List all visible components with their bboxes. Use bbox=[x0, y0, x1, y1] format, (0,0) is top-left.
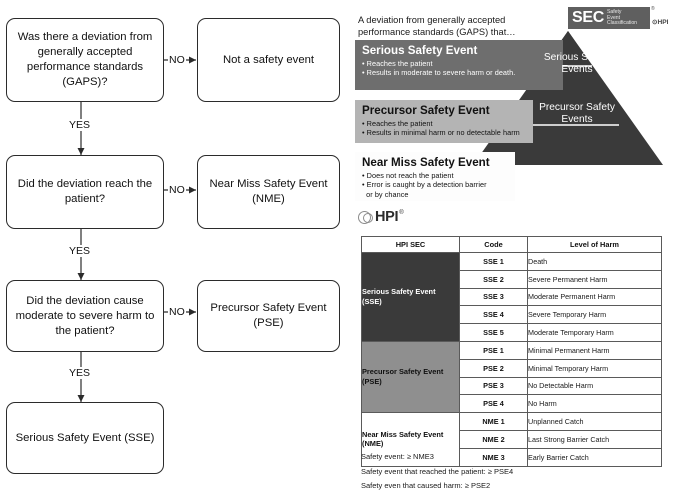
edge-label-no-1: NO bbox=[169, 54, 185, 66]
table-row bbox=[362, 341, 662, 359]
table-cell-code: SSE 4 bbox=[460, 306, 528, 324]
info-bar-bullet: • Results in moderate to severe harm or death. bbox=[362, 68, 516, 78]
pyramid-tier-label-pse: Precursor Safety Events bbox=[539, 102, 615, 125]
table-cell-code: NME 1 bbox=[460, 413, 528, 431]
flow-node-near-miss-safety-event[interactable] bbox=[197, 155, 340, 229]
flow-node-text: Did the deviation cause moderate to severe harm to the patient? bbox=[15, 294, 155, 337]
table-row bbox=[362, 253, 662, 271]
table-group-cell-sse bbox=[362, 253, 460, 342]
table-cell-code: SSE 2 bbox=[460, 270, 528, 288]
table-cell-code: SSE 3 bbox=[460, 288, 528, 306]
table-header-level-of-harm: Level of Harm bbox=[528, 237, 662, 253]
flow-node-precursor-safety-event[interactable] bbox=[197, 280, 340, 352]
note-reached-patient: Safety event that reached the patient: ≥ PSE4 bbox=[361, 466, 514, 476]
info-bar-bullet: • Reaches the patient bbox=[362, 119, 433, 128]
table-header-hpi-sec: HPI SEC bbox=[362, 237, 460, 253]
edge-label-yes-1: YES bbox=[69, 119, 91, 131]
sec-logo-wordmark: SEC bbox=[572, 9, 604, 26]
threshold-notes bbox=[361, 450, 681, 494]
note-caused-harm: Safety even that caused harm: ≥ PSE2 bbox=[361, 481, 491, 490]
table-cell-harm: Moderate Temporary Harm bbox=[528, 324, 662, 342]
info-bar-bullet: or by chance bbox=[362, 189, 409, 199]
flow-node-text: Not a safety event bbox=[222, 53, 315, 66]
hpi-rings-icon bbox=[358, 211, 371, 224]
hpi-mark-small: ⊙HPI bbox=[652, 19, 669, 26]
flow-node-serious-safety-event[interactable] bbox=[6, 402, 164, 474]
table-row bbox=[362, 413, 662, 431]
reference-panel bbox=[355, 0, 685, 492]
group-name-line2: (NME) bbox=[362, 439, 384, 449]
info-bar-title: Serious Safety Event bbox=[362, 44, 478, 57]
group-name-line2: (PSE) bbox=[362, 377, 382, 387]
gaps-caption: A deviation from generally accepted performance standards (GAPS) that… bbox=[358, 15, 516, 37]
info-bar-bullet: • Does not reach the patient bbox=[362, 171, 454, 180]
edge-label-yes-3: YES bbox=[69, 367, 91, 379]
info-bar-bullet: • Error is caught by a detection barrier bbox=[362, 180, 487, 190]
flow-node-text: Precursor Safety Event (PSE) bbox=[210, 302, 327, 329]
table-cell-code: NME 3 bbox=[460, 448, 528, 466]
flow-node-text: Near Miss Safety Event (NME) bbox=[209, 178, 328, 205]
table-cell-code: NME 2 bbox=[460, 430, 528, 448]
table-cell-harm: Early Barrier Catch bbox=[528, 448, 662, 466]
table-cell-code: PSE 1 bbox=[460, 341, 528, 359]
info-bar-bullet: • Results in minimal harm or no detectable harm bbox=[362, 128, 520, 138]
group-name-line1: Precursor Safety Event bbox=[362, 367, 444, 377]
sec-logo bbox=[568, 7, 650, 29]
table-header-code: Code bbox=[460, 237, 528, 253]
table-cell-code: PSE 4 bbox=[460, 395, 528, 413]
edge-label-no-2: NO bbox=[169, 184, 185, 196]
flow-node-question-gaps[interactable] bbox=[6, 18, 164, 102]
table-cell-code: PSE 3 bbox=[460, 377, 528, 395]
table-cell-code: PSE 2 bbox=[460, 359, 528, 377]
table-header-row bbox=[362, 237, 662, 253]
table-cell-harm: Severe Temporary Harm bbox=[528, 306, 662, 324]
info-bar-bullet: • Reaches the patient bbox=[362, 59, 433, 68]
info-bar-title: Precursor Safety Event bbox=[362, 104, 490, 117]
table-group-cell-pse bbox=[362, 341, 460, 412]
group-name-line1: Serious Safety Event bbox=[362, 287, 436, 297]
group-name-line2: (SSE) bbox=[362, 296, 382, 306]
hpi-logo bbox=[358, 209, 404, 225]
table-cell-harm: Minimal Permanent Harm bbox=[528, 341, 662, 359]
sec-tagline-line2: Event bbox=[607, 14, 621, 21]
table-cell-harm: Minimal Temporary Harm bbox=[528, 359, 662, 377]
table-cell-harm: No Detectable Harm bbox=[528, 377, 662, 395]
info-bar-precursor-safety-event bbox=[355, 100, 533, 143]
registered-trademark-icon: ® bbox=[651, 6, 655, 12]
flow-node-text: Serious Safety Event (SSE) bbox=[15, 431, 155, 444]
flow-node-not-a-safety-event[interactable] bbox=[197, 18, 340, 102]
info-bar-title: Near Miss Safety Event bbox=[362, 156, 490, 169]
table-cell-harm: Death bbox=[528, 253, 662, 271]
table-cell-harm: Unplanned Catch bbox=[528, 413, 662, 431]
flow-node-question-moderate-severe-harm[interactable] bbox=[6, 280, 164, 352]
flow-node-question-reach-patient[interactable] bbox=[6, 155, 164, 229]
sec-logo-tagline bbox=[607, 10, 637, 27]
info-bar-near-miss-safety-event bbox=[355, 152, 515, 201]
table-cell-harm: Moderate Permanent Harm bbox=[528, 288, 662, 306]
flow-node-text: Was there a deviation from generally accepted performance standards (GAPS)? bbox=[17, 31, 153, 88]
table-cell-code: SSE 1 bbox=[460, 253, 528, 271]
group-name-line1: Near Miss Safety Event bbox=[362, 429, 444, 439]
sec-tagline-line1: Safety bbox=[607, 9, 622, 16]
sec-tagline-line3: Classification bbox=[607, 20, 638, 27]
table-cell-harm: No Harm bbox=[528, 395, 662, 413]
table-cell-harm: Last Strong Barrier Catch bbox=[528, 430, 662, 448]
note-safety-event: Safety event: ≥ NME3 bbox=[361, 452, 434, 461]
table-cell-code: SSE 5 bbox=[460, 324, 528, 342]
hpi-registered-icon: ® bbox=[399, 210, 404, 216]
sec-pyramid-infographic bbox=[355, 0, 685, 225]
edge-label-yes-2: YES bbox=[69, 245, 91, 257]
edge-label-no-3: NO bbox=[169, 306, 185, 318]
flow-node-text: Did the deviation reach the patient? bbox=[17, 178, 153, 205]
info-bar-serious-safety-event bbox=[355, 40, 563, 90]
pyramid-tier-label-sse: Serious Safety Events bbox=[543, 52, 611, 75]
pyramid-tier-label-nme: Near Miss Safety Event bbox=[523, 168, 633, 179]
table-cell-harm: Severe Permanent Harm bbox=[528, 270, 662, 288]
sec-classification-table bbox=[361, 236, 662, 467]
hpi-logo-wordmark: HPI bbox=[375, 209, 399, 225]
